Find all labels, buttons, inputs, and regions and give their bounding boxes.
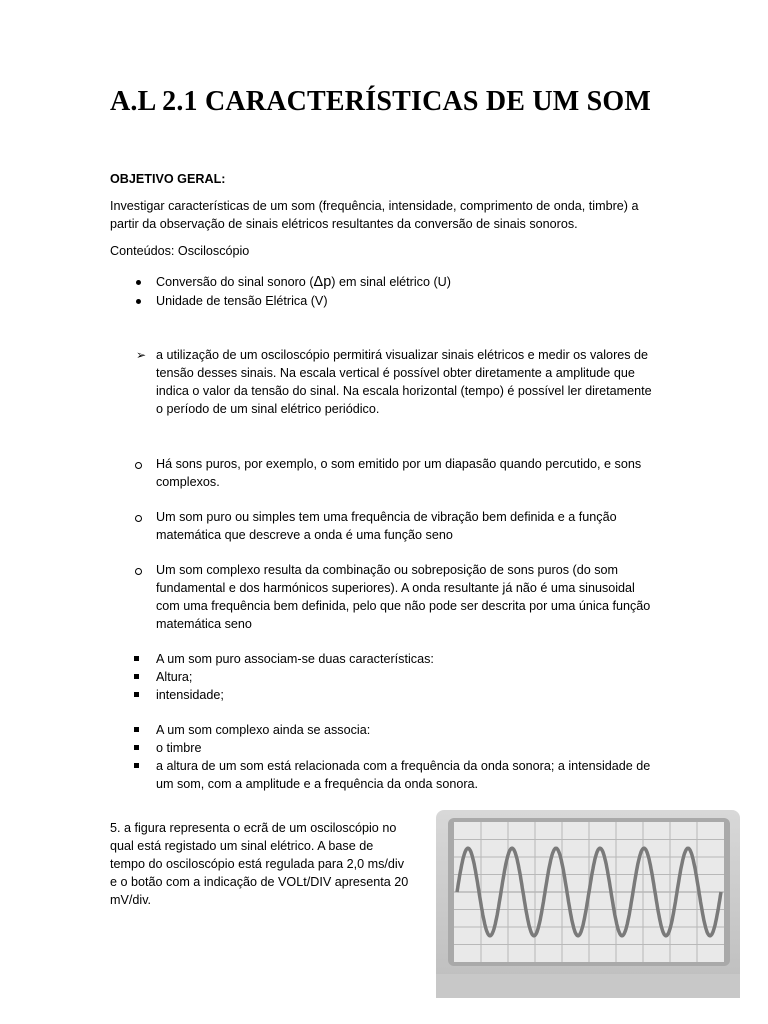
- oscilloscope-figure: [436, 810, 740, 998]
- square-item: o timbre: [156, 741, 202, 755]
- arrow-paragraph: a utilização de um osciloscópio permitirá visualizar sinais elétricos e medir os valores de tensão desses sinais. Na escala vertical é possível obter diretamente a amplitude que indica o valor da tensão do sinal. Na escala horizontal (tempo) é possível ler diretamente o período de um sinal elétrico periódico.: [156, 348, 652, 416]
- arrow-bullet-icon: ➢: [135, 348, 147, 362]
- circle-item: Um som puro ou simples tem uma frequência de vibração bem definida e a função matemática que descreve a onda é uma função seno: [156, 510, 617, 542]
- objetivo-text: Investigar características de um som (frequência, intensidade, comprimento de onda, timbre) a partir da observação de sinais elétricos resultantes da conversão de sinais sonoros.: [110, 199, 639, 231]
- objetivo-heading: OBJETIVO GERAL:: [110, 172, 226, 186]
- page-title: A.L 2.1 CARACTERÍSTICAS DE UM SOM: [110, 86, 652, 117]
- square-item: A um som puro associam-se duas características:: [156, 652, 434, 666]
- bullet-item-unidade: Unidade de tensão Elétrica (V): [156, 294, 328, 308]
- bullet-text-post: ) em sinal elétrico (U): [331, 275, 451, 289]
- square-item: a altura de um som está relacionada com a frequência da onda sonora; a intensidade de um som, com a amplitude e a frequência da onda sonora.: [156, 759, 651, 791]
- delta-p-symbol: Δp: [313, 274, 332, 290]
- square-item: A um som complexo ainda se associa:: [156, 723, 371, 737]
- question-5-text: 5. a figura representa o ecrã de um osciloscópio no qual está registado um sinal elétrico. A base de tempo do osciloscópio está regulada para 2,0 ms/div e o botão com a indicação de VOLt/DIV apresenta 20 mV/div.: [110, 821, 409, 907]
- bullet-item-conversao: [156, 273, 661, 291]
- oscilloscope-base: [436, 974, 740, 998]
- conteudos-line: Conteúdos: Osciloscópio: [110, 244, 250, 258]
- circle-item: Um som complexo resulta da combinação ou sobreposição de sons puros (do som fundamental e dos harmónicos superiores). A onda resultante já não é uma sinusoidal com uma frequência bem definida, pelo que não pode ser descrita por uma única função matemática seno: [156, 563, 651, 631]
- bullet-text-pre: Conversão do sinal sonoro (: [156, 275, 314, 289]
- square-item: intensidade;: [156, 688, 224, 702]
- square-item: Altura;: [156, 670, 193, 684]
- circle-item: Há sons puros, por exemplo, o som emitido por um diapasão quando percutido, e sons complexos.: [156, 457, 642, 489]
